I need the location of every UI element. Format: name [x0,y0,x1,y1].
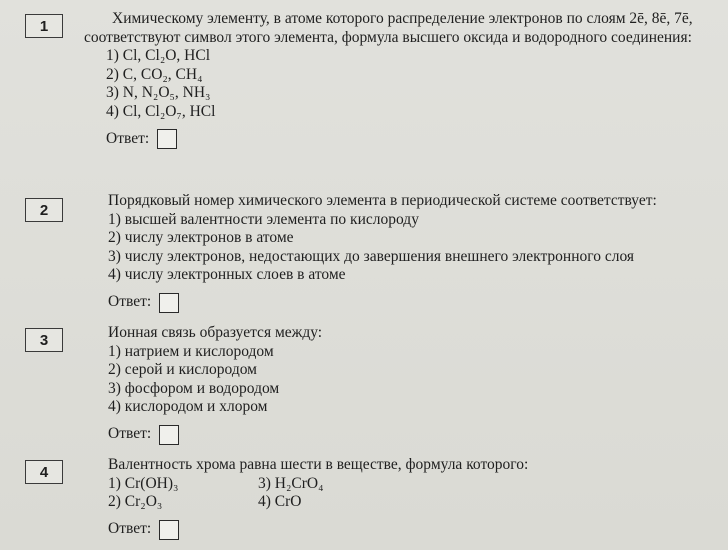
question-4-option-1: 1) Cr(OH)₃ [108,474,179,492]
question-3-option-1: 1) натрием и кислородом [108,342,274,360]
question-3-option-2: 2) серой и кислородом [108,361,257,378]
question-stem-2: Порядковый номер химического элемента в периодической системе соответствует: [108,192,657,209]
question-stem-3: Ионная связь образуется между: [108,324,323,341]
answer-label-4: Ответ: [108,520,152,538]
answer-box-2[interactable] [159,293,179,313]
question-3-option-4: 4) кислородом и хлором [108,398,268,415]
question-2-option-3: 3) числу электронов, недостающих до завершения внешнего электронного слоя [108,247,635,265]
question-4-option-3: 3) H₂CrO₄ [258,474,324,492]
question-number-1: 1 [25,14,63,38]
question-1-option-3: 3) N, N₂O₅, NH₃ [106,84,211,101]
question-2-option-4: 4) числу электронных слоев в атоме [108,266,346,283]
question-stem-1: Химическому элементу, в атоме которого распределение электронов по слоям 2ē, 8ē, 7ē, соответствуют символ этого элемента, формула высшего оксида и водородного соединения: [84,10,693,46]
question-1-option-2: 2) C, CO₂, CH₄ [106,65,203,83]
question-3-option-3: 3) фосфором и водородом [108,379,280,397]
question-1-option-1: 1) Cl, Cl₂O, HCl [106,47,211,64]
question-4-option-4: 4) CrO [258,493,302,510]
answer-box-4[interactable] [159,520,179,540]
question-1-option-4: 4) Cl, Cl₂O₇, HCl [106,102,216,120]
answer-box-3[interactable] [159,425,179,445]
question-number-3: 3 [25,328,63,352]
question-number-2: 2 [25,198,63,222]
question-2-option-1: 1) высшей валентности элемента по кислороду [108,210,419,228]
answer-box-1[interactable] [157,129,177,149]
question-4-option-2: 2) Cr₂O₃ [108,493,163,510]
question-stem-4: Валентность хрома равна шести в веществе, формула которого: [108,456,529,473]
question-number-4: 4 [25,460,63,484]
answer-label-1: Ответ: [106,129,150,147]
answer-label-3: Ответ: [108,425,152,443]
answer-label-2: Ответ: [108,293,152,311]
question-2-option-2: 2) числу электронов в атоме [108,229,294,246]
